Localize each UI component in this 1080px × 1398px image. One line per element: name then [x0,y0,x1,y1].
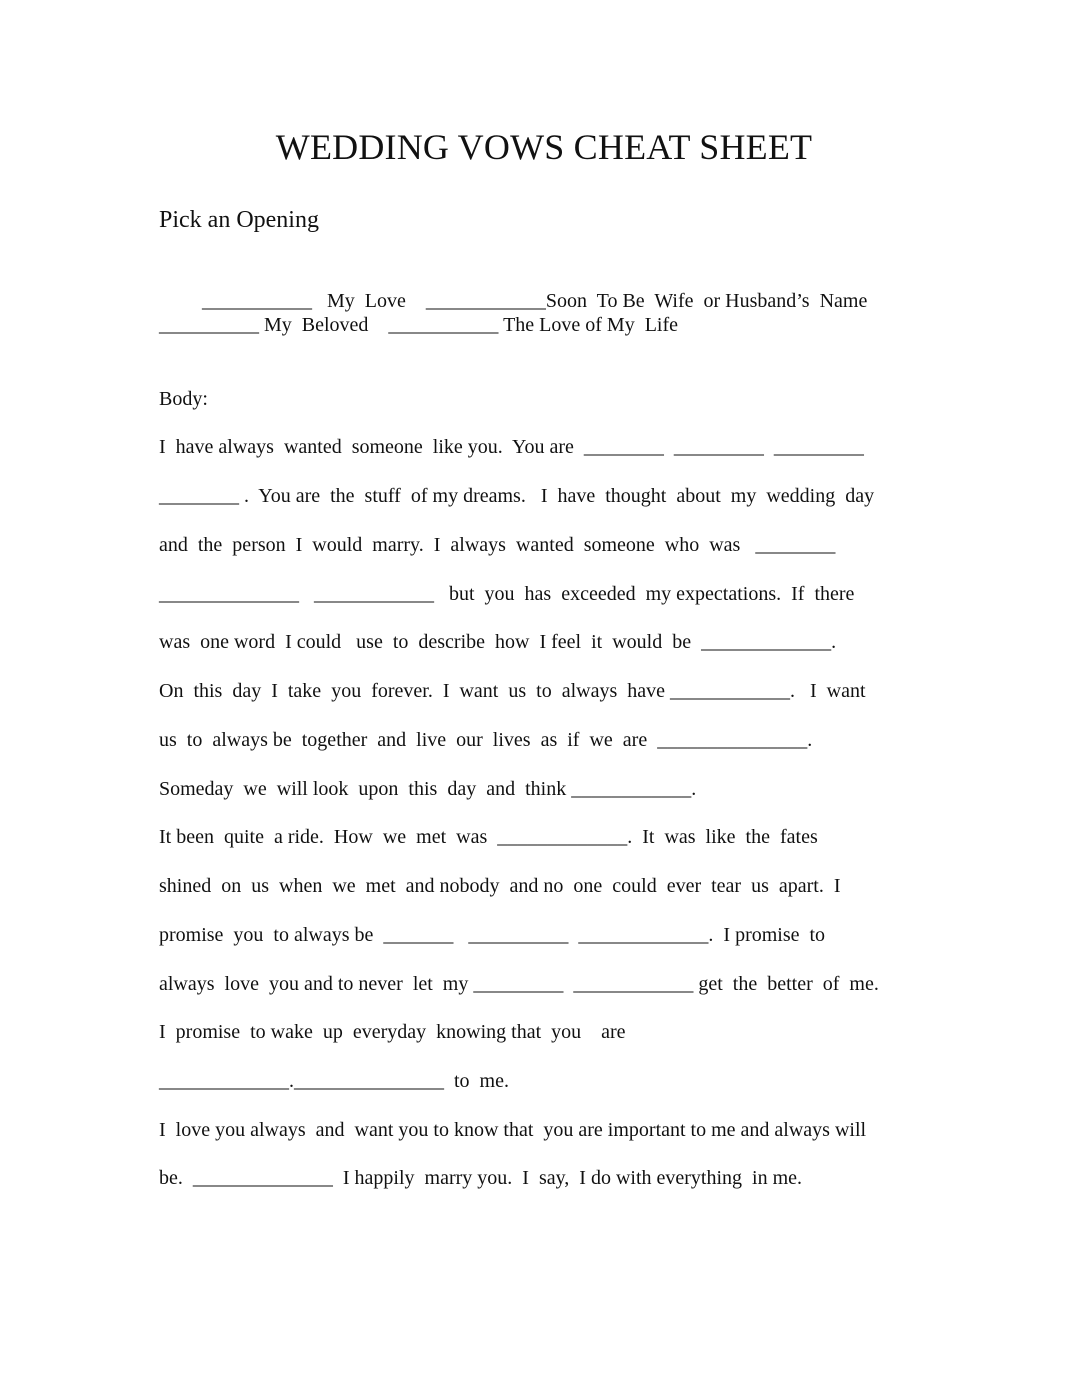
body-line-13: I promise to wake up everyday knowing that you are [159,1021,626,1043]
body-line-11: promise you to always be _______ __________ _____________. I promise to [159,924,826,946]
body-line-12: always love you and to never let my _________ ____________ get the better of me. [159,973,879,995]
body-line-2: ________ . You are the stuff of my dreams. I have thought about my wedding day [159,485,875,507]
body-line-3: and the person I would marry. I always wanted someone who was ________ [159,534,836,556]
body-label: Body: [159,388,208,410]
body-line-5: was one word I could use to describe how I feel it would be _____________. [159,631,837,653]
body-line-10: shined on us when we met and nobody and no one could ever tear us apart. I [159,875,841,897]
body-line-15: I love you always and want you to know that you are important to me and always will [159,1119,867,1141]
document-title: WEDDING VOWS CHEAT SHEET [275,127,813,167]
body-line-9: It been quite a ride. How we met was _____________. It was like the fates [159,826,818,848]
opening-heading: Pick an Opening [159,207,319,233]
body-line-16: be. ______________ I happily marry you. I say, I do with everything in me. [159,1167,803,1189]
body-line-6: On this day I take you forever. I want us to always have ____________. I want [159,680,866,702]
body-line-8: Someday we will look upon this day and think ____________. [159,778,697,800]
opening-line-1: ___________ My Love ____________Soon To Be Wife or Husband’s Name [202,290,868,312]
opening-line-2: __________ My Beloved ___________ The Love of My Life [159,314,679,336]
body-line-7: us to always be together and live our lives as if we are _______________. [159,729,813,751]
body-line-14: _____________._______________ to me. [159,1070,509,1092]
body-line-4: ______________ ____________ but you has exceeded my expectations. If there [159,583,855,605]
body-line-1: I have always wanted someone like you. You are ________ _________ _________ [159,436,864,458]
